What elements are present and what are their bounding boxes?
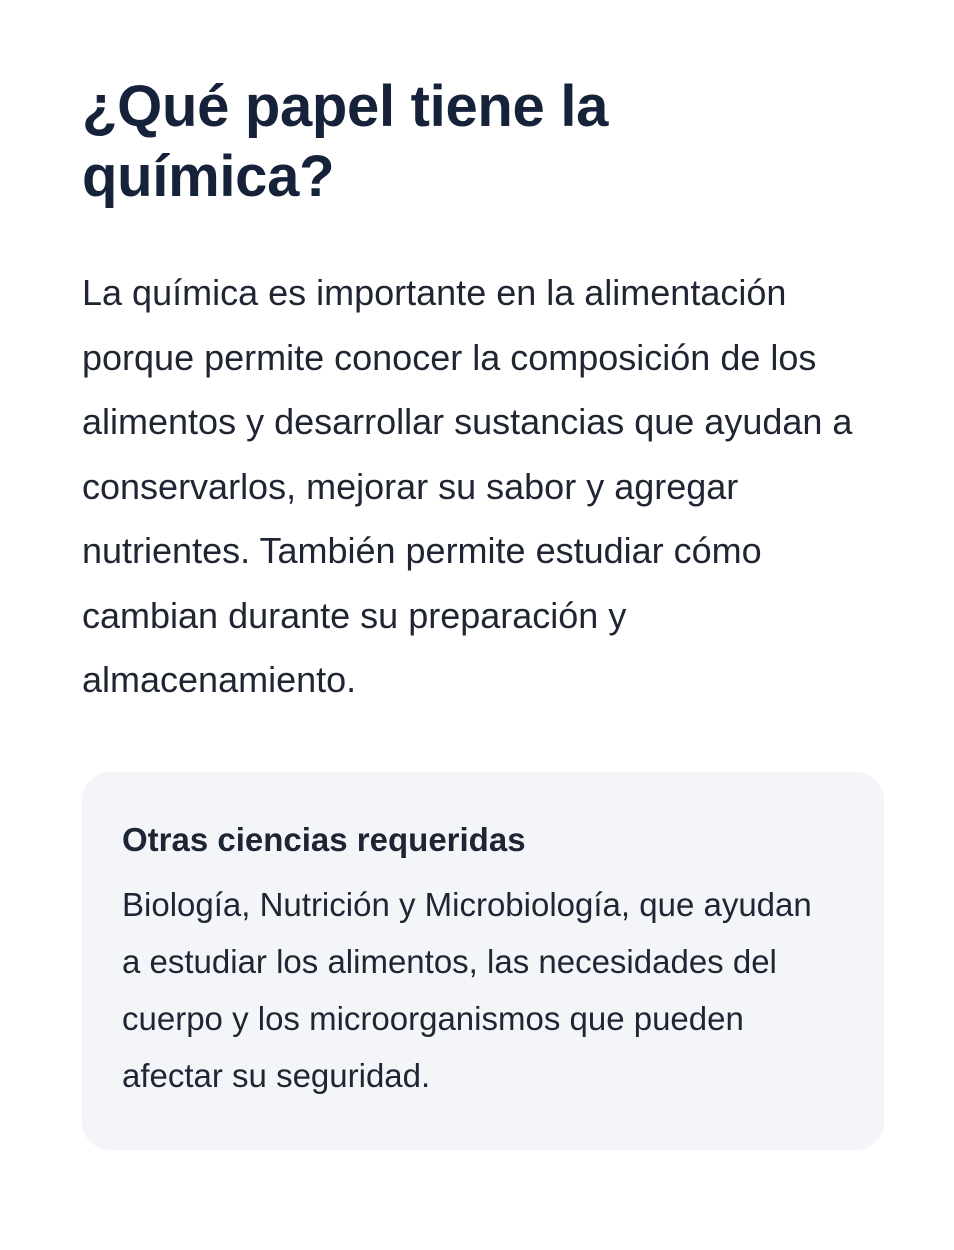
page-title: ¿Qué papel tiene la química?	[82, 74, 609, 209]
info-card	[82, 772, 884, 1150]
article-section	[82, 72, 884, 1150]
intro-paragraph: La química es importante en la alimentación porque permite conocer la composición de los alimentos y desarrollar sustancias que ayudan a conservarlos, mejorar su sabor y agregar nutrientes. También permite estudiar cómo cambian durante su preparación y almacenamiento.	[82, 272, 853, 700]
card-text: Biología, Nutrición y Microbiología, que ayudan a estudiar los alimentos, las necesidades del cuerpo y los microorganismos que pueden afectar su seguridad.	[122, 885, 812, 1094]
card-title: Otras ciencias requeridas	[122, 820, 526, 858]
